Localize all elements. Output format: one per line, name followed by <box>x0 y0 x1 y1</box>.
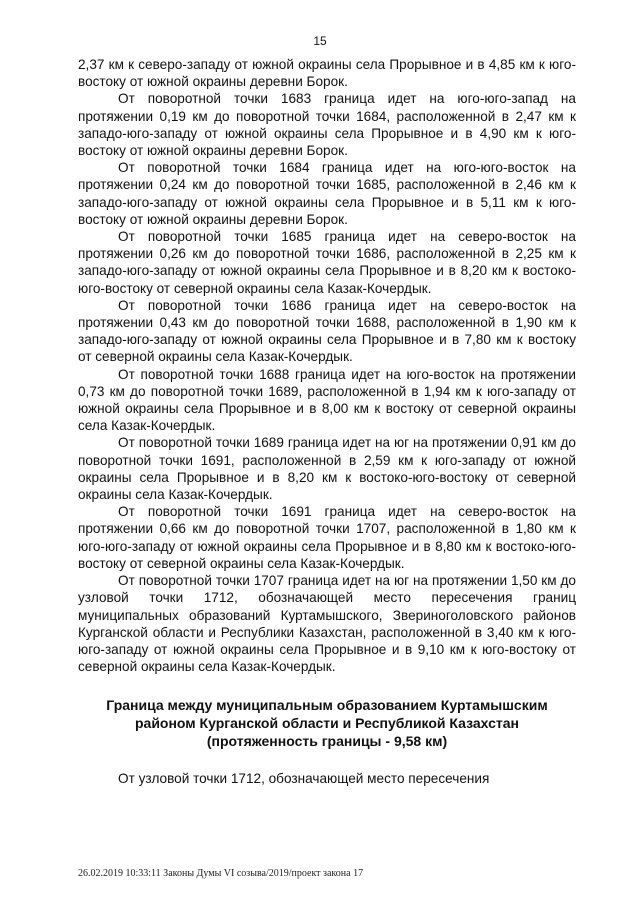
closing-paragraph: От узловой точки 1712, обозначающей место пересечения <box>118 771 490 787</box>
section-heading-line: (протяженность границы - 9,58 км) <box>206 733 448 750</box>
page-number: 15 <box>313 34 327 48</box>
document-body <box>78 56 576 788</box>
paragraph: От поворотной точки 1684 граница идет на юго-юго-восток на протяжении 0,24 км до поворотной точки 1685, расположенной в 2,46 км к западо-юго-западу от южной окраины села Прорывное и в 5,11 км к юго-востоку от южной окраины деревни Борок. <box>78 160 576 227</box>
paragraph: От поворотной точки 1683 граница идет на юго-юго-запад на протяжении 0,19 км до поворотной точки 1684, расположенной в 2,47 км к западо-юго-западу от южной окраины села Прорывное и в 4,90 км к юго-востоку от южной окраины деревни Борок. <box>78 91 576 159</box>
paragraph: От поворотной точки 1686 граница идет на северо-восток на протяжении 0,43 км до поворотной точки 1688, расположенной в 1,90 км к западо-юго-западу от южной окраины села Прорывное и в 7,80 км к востоку от северной окраины села Казак-Кочердык. <box>78 297 576 365</box>
section-heading-line: районом Курганской области и Республикой Казахстан <box>134 715 519 732</box>
paragraph: От поворотной точки 1685 граница идет на северо-восток на протяжении 0,26 км до поворотной точки 1686, расположенной в 2,25 км к западо-юго-западу от южной окраины села Прорывное и в 8,20 км к востоко-юго-востоку от северной окраины села Казак-Кочердык. <box>78 229 576 296</box>
section-heading-line: Граница между муниципальным образованием Куртамышским <box>106 697 548 714</box>
paragraph: От поворотной точки 1688 граница идет на юго-восток на протяжении 0,73 км до поворотной точки 1689, расположенной в 1,94 км к юго-западу от южной окраины села Прорывное и в 8,00 км к востоку от северной окраины села Казак-Кочердык. <box>78 366 576 434</box>
paragraph: 2,37 км к северо-западу от южной окраины села Прорывное и в 4,85 км к юго-востоку от южной окраины деревни Борок. <box>78 57 576 90</box>
section-heading <box>78 696 576 750</box>
paragraph: От поворотной точки 1707 граница идет на юг на протяжении 1,50 км до узловой точки 1712, обозначающей место пересечения границ муниципальных образований Куртамышского, Звериноголовского районов Курганской области и Республики Казахстан, расположенной в 3,40 км к юго-юго-западу от южной окраины села Прорывное и в 9,10 км к юго-востоку от северной окраины села Казак-Кочердык. <box>78 573 576 675</box>
paragraph: От поворотной точки 1689 граница идет на юг на протяжении 0,91 км до поворотной точки 1691, расположенной в 2,59 км к юго-западу от южной окраины села Прорывное и в 8,20 км к востоко-юго-востоку от северной окраины села Казак-Кочердык. <box>78 435 576 503</box>
paragraph: От поворотной точки 1691 граница идет на северо-восток на протяжении 0,66 км до поворотной точки 1707, расположенной в 1,80 км к юго-юго-западу от южной окраины села Прорывное и в 8,80 км к востоко-юго-востоку от северной окраины села Казак-Кочердык. <box>78 504 576 571</box>
footer-stamp: 26.02.2019 10:33:11 Законы Думы VI созыва/2019/проект закона 17 <box>78 868 364 879</box>
